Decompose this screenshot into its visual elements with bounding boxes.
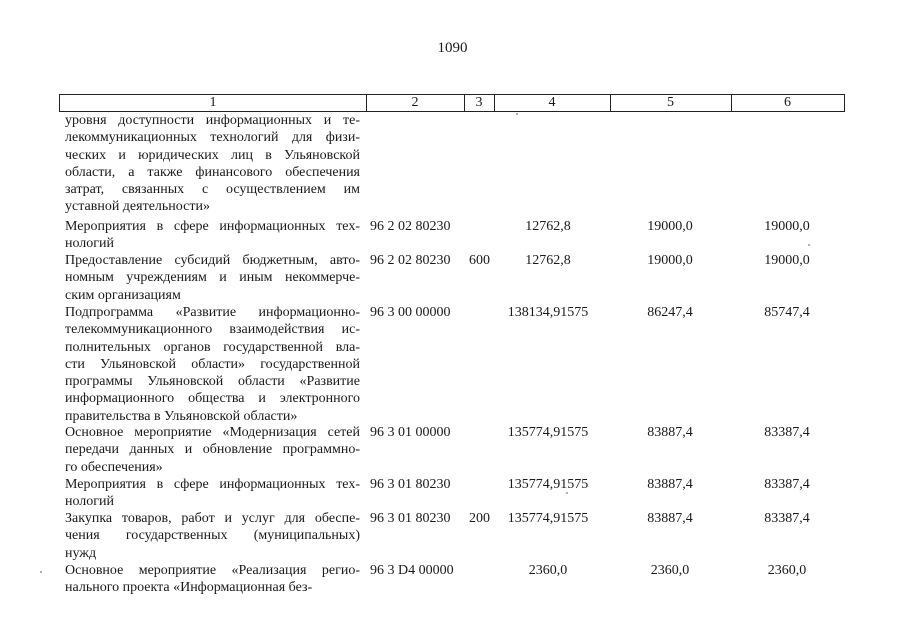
description-line: сти Ульяновской области» государственной	[65, 356, 360, 372]
amount-col-6: 2360,0	[767, 563, 807, 578]
description-line: правительства в Ульяновской области»	[65, 408, 298, 424]
amount-col-5: 19000,0	[647, 253, 693, 268]
description-line: телекоммуникационного взаимодействия ис-	[65, 322, 360, 338]
amount-col-4: 12762,8	[525, 219, 571, 234]
row-description	[65, 218, 360, 253]
row-description	[65, 252, 360, 304]
description-line: ским организациям	[65, 287, 181, 303]
budget-code: 96 3 01 00000	[370, 425, 451, 440]
budget-code: 96 3 01 80230	[370, 477, 451, 492]
budget-code: 96 2 02 80230	[370, 219, 451, 234]
amount-col-6: 83387,4	[764, 425, 810, 440]
expense-type-code: 200	[469, 511, 490, 526]
description-line: Мероприятия в сфере информационных тех-	[65, 477, 360, 492]
description-line: Мероприятия в сфере информационных тех-	[65, 219, 360, 234]
description-line: нологий	[65, 236, 115, 252]
amount-col-6: 83387,4	[764, 511, 810, 526]
row-description	[65, 112, 360, 216]
header-col-6: 6	[784, 95, 791, 110]
description-line: номным учреждениям и иным некоммерче-	[65, 270, 360, 286]
table-body	[0, 112, 905, 640]
header-col-5: 5	[667, 95, 674, 110]
description-line: Подпрограмма «Развитие информационно-	[65, 305, 360, 320]
description-line: нального проекта «Информационная без-	[65, 580, 313, 596]
amount-col-4: 2360,0	[528, 563, 568, 578]
description-line: уровня доступности информационных и те-	[65, 113, 360, 128]
row-description	[65, 510, 360, 562]
amount-col-5: 83887,4	[647, 425, 693, 440]
amount-col-5: 83887,4	[647, 511, 693, 526]
description-line: области, а также финансового обеспечения	[65, 164, 360, 180]
description-line: полнительных органов государственной вла-	[65, 339, 360, 355]
amount-col-4: 12762,8	[525, 253, 571, 268]
header-col-3: 3	[475, 95, 483, 110]
budget-code: 96 3 D4 00000	[370, 563, 454, 578]
row-description	[65, 304, 360, 425]
amount-col-6: 19000,0	[764, 253, 810, 268]
scan-speck	[516, 113, 518, 115]
description-line: нологий	[65, 494, 115, 510]
description-line: затрат, связанных с осуществлением им	[65, 182, 360, 198]
row-description	[65, 476, 360, 511]
description-line: передачи данных и обновление программно-	[65, 442, 360, 458]
scan-speck	[808, 244, 810, 246]
amount-col-6: 83387,4	[764, 477, 810, 492]
description-line: Основное мероприятие «Реализация регио-	[65, 563, 360, 578]
amount-col-5: 86247,4	[647, 305, 693, 320]
header-col-2: 2	[411, 95, 419, 110]
amount-col-4: 135774,91575	[507, 477, 589, 492]
scan-speck	[566, 492, 568, 494]
description-line: Закупка товаров, работ и услуг для обеспе-	[65, 511, 360, 526]
header-col-4: 4	[548, 95, 556, 110]
description-line: го обеспечения»	[65, 459, 163, 475]
page-number: 1090	[437, 40, 468, 56]
budget-code: 96 2 02 80230	[370, 253, 451, 268]
amount-col-5: 2360,0	[650, 563, 690, 578]
expense-type-code: 600	[469, 253, 490, 268]
amount-col-6: 85747,4	[764, 305, 810, 320]
scan-speck	[40, 571, 42, 573]
description-line: уставной деятельности»	[65, 199, 210, 215]
description-line: ческих и юридических лиц в Ульяновской	[65, 147, 360, 163]
amount-col-6: 19000,0	[764, 219, 810, 234]
row-description	[65, 424, 360, 476]
description-line: Предоставление субсидий бюджетным, авто-	[65, 253, 360, 268]
row-description	[65, 562, 360, 597]
description-line: лекоммуникационных технологий для физи-	[65, 130, 360, 146]
amount-col-4: 138134,91575	[507, 305, 589, 320]
table-header	[59, 94, 845, 112]
amount-col-5: 19000,0	[647, 219, 693, 234]
budget-code: 96 3 01 80230	[370, 511, 451, 526]
description-line: чения государственных (муниципальных)	[65, 528, 360, 544]
description-line: программы Ульяновской области «Развитие	[65, 374, 360, 390]
description-line: нужд	[65, 545, 97, 561]
amount-col-5: 83887,4	[647, 477, 693, 492]
description-line: информационного общества и электронного	[65, 391, 360, 407]
amount-col-4: 135774,91575	[507, 425, 589, 440]
amount-col-4: 135774,91575	[507, 511, 589, 526]
header-col-1: 1	[209, 95, 217, 110]
description-line: Основное мероприятие «Модернизация сетей	[65, 425, 360, 440]
budget-code: 96 3 00 00000	[370, 305, 451, 320]
